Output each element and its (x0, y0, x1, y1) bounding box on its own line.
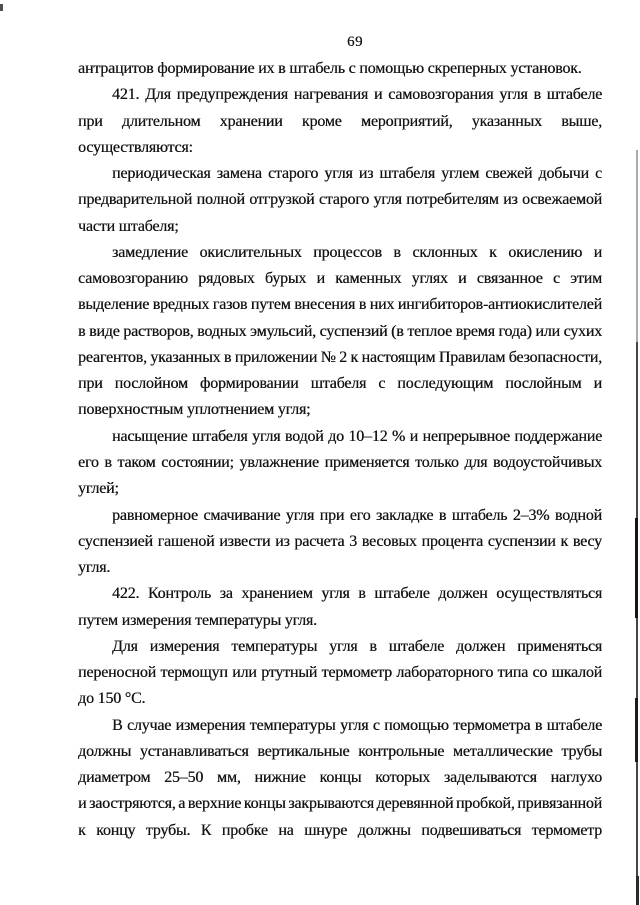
text-line: части штабеля; (78, 217, 179, 235)
text-line: должны устанавливаться вертикальные контрольные металлические трубы (78, 742, 602, 760)
scan-edge-artifact (636, 150, 638, 342)
text-line: равномерное смачивание угля при его закладке в штабель 2–3% водной (112, 506, 602, 524)
text-line: в виде растворов, водных эмульсий, суспензий (в теплое время года) или сухих (78, 322, 602, 340)
text-line: 421. Для предупреждения нагревания и самовозгорания угля в штабеле (112, 86, 602, 104)
text-line: поверхностным уплотнением угля; (78, 401, 311, 419)
text-line: замедление окислительных процессов в склонных к окислению и (112, 243, 602, 261)
text-line: к концу трубы. К пробке на шнуре должны подвешиваться термометр (78, 821, 602, 839)
document-body (78, 56, 602, 844)
scan-edge-artifact (636, 342, 638, 905)
scan-edge-artifact (635, 698, 638, 762)
text-line: его в таком состоянии; увлажнение применяется только для водоустойчивых (78, 453, 602, 471)
text-line: реагентов, указанных в приложении № 2 к настоящим Правилам безопасности, (78, 348, 602, 366)
text-line: антрацитов формирование их в штабель с помощью скреперных установок. (78, 60, 582, 77)
scan-edge-artifact (636, 876, 639, 905)
text-line: В случае измерения температуры угля с помощью термометра в штабеле (112, 716, 602, 734)
text-line: при длительном хранении кроме мероприятий, указанных выше, (78, 112, 602, 130)
text-line: Для измерения температуры угля в штабеле должен применяться (112, 637, 602, 655)
text-line: и заостряются, а верхние концы закрываются деревянной пробкой, привязанной (78, 795, 602, 813)
text-line: осуществляются: (78, 138, 193, 156)
text-line: при послойном формировании штабеля с последующим послойным и (78, 375, 602, 393)
scan-edge-artifact (635, 518, 638, 618)
text-line: выделение вредных газов путем внесения в них ингибиторов-антиокислителей (78, 296, 602, 314)
text-line: насыщение штабеля угля водой до 10–12 % и непрерывное поддержание (112, 427, 602, 445)
scan-speck-artifact (0, 4, 3, 11)
text-line: суспензией гашеной извести из расчета 3 весовых процента суспензии к весу (78, 532, 602, 550)
text-line: путем измерения температуры угля. (78, 611, 317, 629)
text-line: углей; (78, 480, 119, 498)
text-line: угля. (78, 559, 111, 577)
page-number: 69 (347, 34, 363, 50)
text-line: самовозгоранию рядовых бурых и каменных углях и связанное с этим (78, 270, 602, 288)
text-line: 422. Контроль за хранением угля в штабеле должен осуществляться (112, 585, 602, 603)
text-line: диаметром 25–50 мм, нижние концы которых заделываются наглухо (78, 769, 602, 787)
text-line: периодическая замена старого угля из штабеля углем свежей добычи с (112, 165, 602, 183)
text-line: предварительной полной отгрузкой старого угля потребителям из освежаемой (78, 191, 602, 209)
text-line: до 150 °С. (78, 690, 146, 708)
text-line: переносной термощуп или ртутный термометр лабораторного типа со шкалой (78, 664, 602, 682)
